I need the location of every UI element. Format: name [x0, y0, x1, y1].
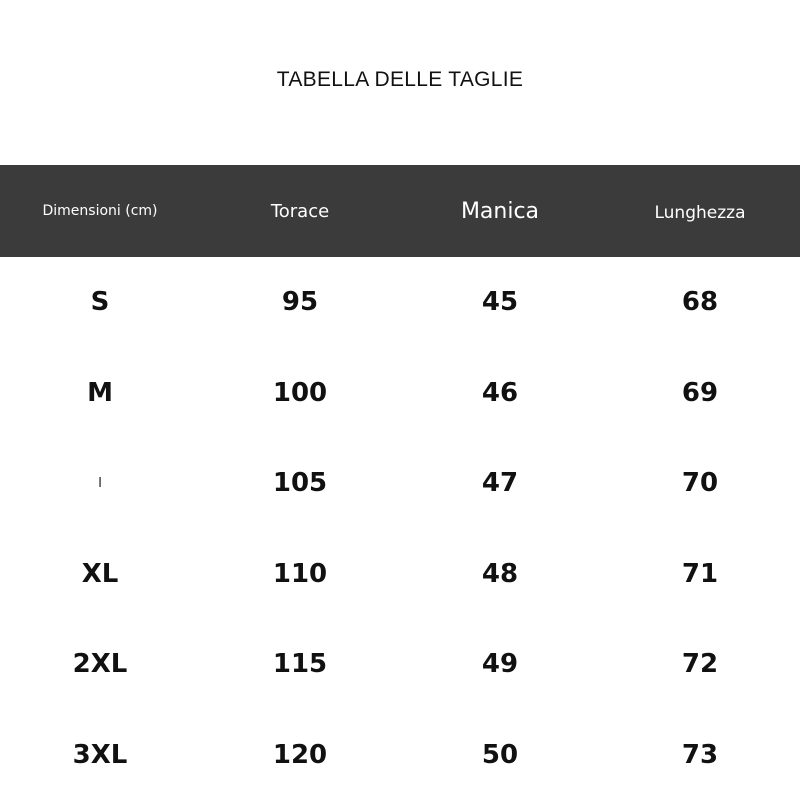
lunghezza-cell: 73: [681, 739, 719, 770]
size-cell: 3XL: [72, 739, 128, 770]
lunghezza-cell: 72: [681, 649, 719, 680]
lunghezza-cell: 69: [681, 377, 719, 408]
lunghezza-cell: 70: [681, 468, 719, 499]
table-row: [0, 619, 800, 710]
table-row: [0, 257, 800, 348]
manica-cell: 48: [481, 558, 519, 589]
lunghezza-cell: 68: [681, 287, 719, 318]
torace-cell: 105: [272, 468, 328, 499]
table-row: [0, 710, 800, 800]
torace-cell: 95: [281, 287, 319, 318]
header-dimensioni: Dimensioni (cm): [42, 203, 158, 219]
lunghezza-cell: 71: [681, 558, 719, 589]
size-table-header: [0, 165, 800, 257]
size-table-body: [0, 257, 800, 800]
header-torace: Torace: [270, 200, 330, 222]
manica-cell: 50: [481, 739, 519, 770]
header-manica: Manica: [460, 198, 540, 224]
manica-cell: 49: [481, 649, 519, 680]
size-cell: XL: [81, 558, 119, 589]
table-row: [0, 348, 800, 439]
torace-cell: 115: [272, 649, 328, 680]
table-row: [0, 529, 800, 620]
table-row: [0, 438, 800, 529]
torace-cell: 110: [272, 558, 328, 589]
torace-cell: 100: [272, 377, 328, 408]
size-cell: l: [98, 475, 102, 491]
header-lunghezza: Lunghezza: [654, 203, 746, 223]
page-title: TABELLA DELLE TAGLIE: [276, 68, 524, 91]
manica-cell: 45: [481, 287, 519, 318]
torace-cell: 120: [272, 739, 328, 770]
manica-cell: 47: [481, 468, 519, 499]
size-cell: M: [87, 377, 113, 408]
size-cell: 2XL: [72, 649, 128, 680]
size-cell: S: [90, 287, 110, 318]
manica-cell: 46: [481, 377, 519, 408]
